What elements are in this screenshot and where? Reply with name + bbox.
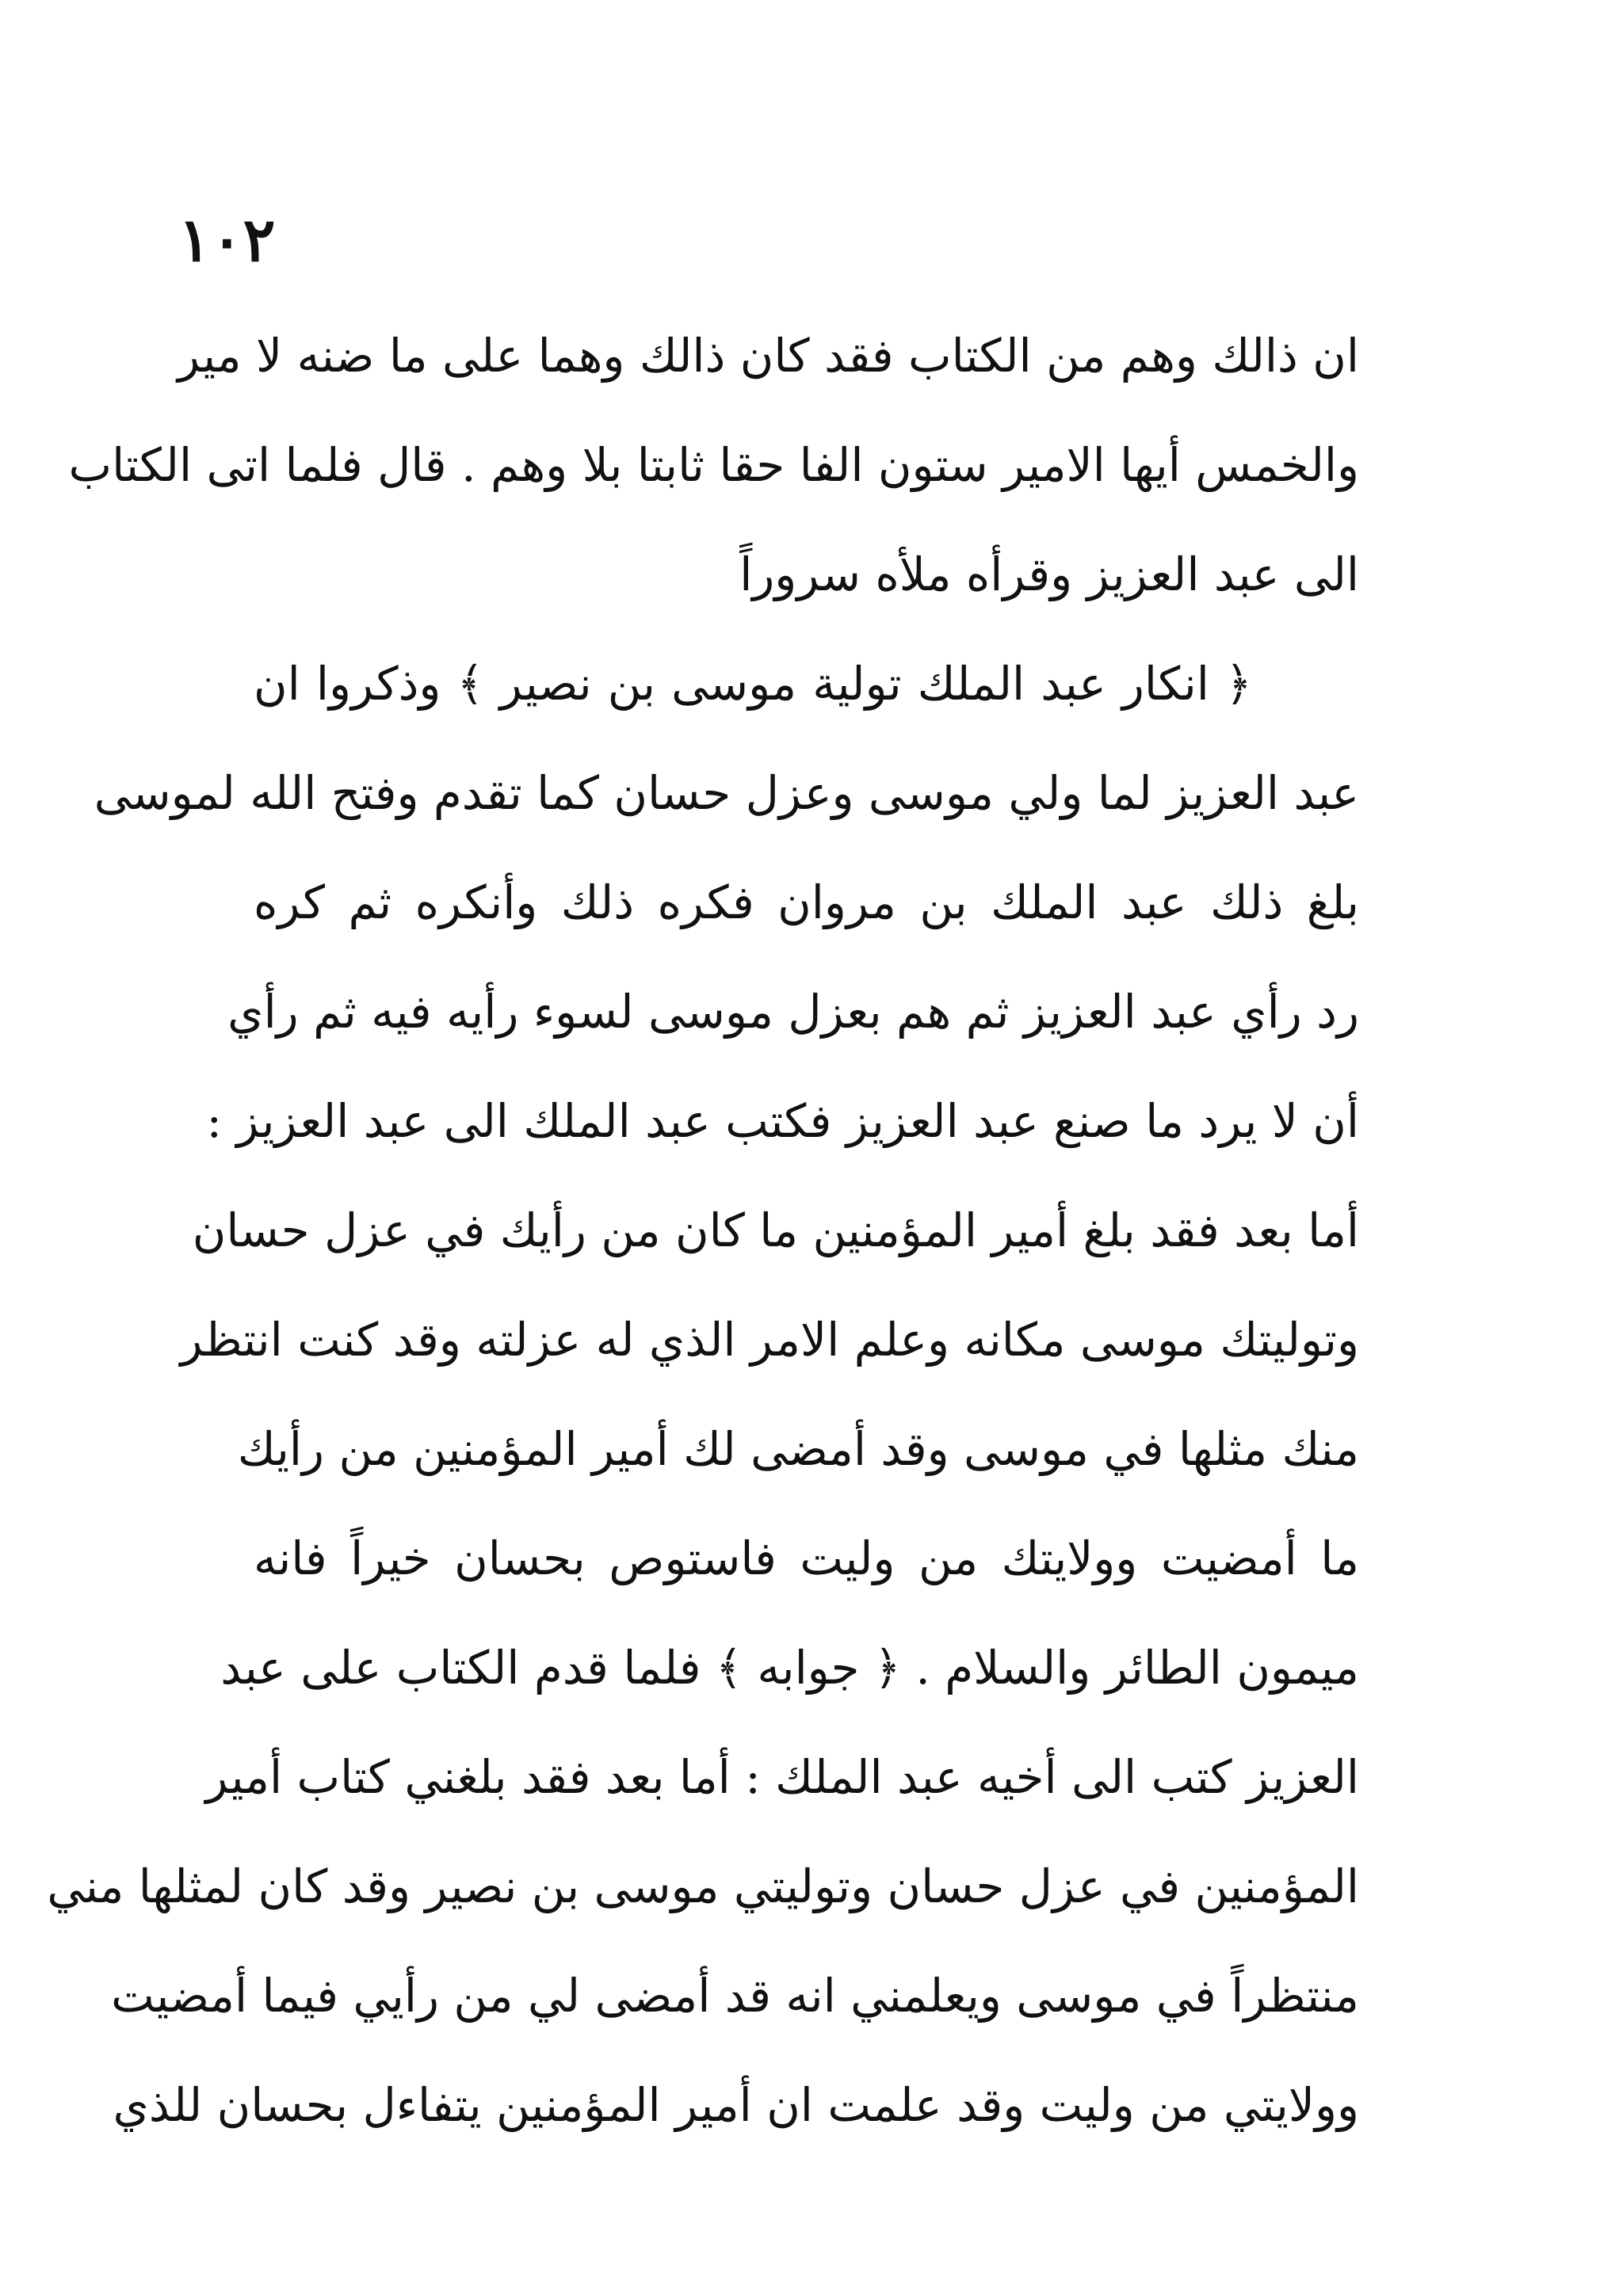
- text-line: بلغ ذلك عبد الملك بن مروان فكره ذلك وأنكره ثم كره: [254, 875, 1359, 929]
- text-line: عبد العزيز لما ولي موسى وعزل حسان كما تقدم وفتح الله لموسى: [94, 766, 1359, 820]
- text-line: العزيز كتب الى أخيه عبد الملك : أما بعد فقد بلغني كتاب أمير: [205, 1750, 1359, 1804]
- text-line: منك مثلها في موسى وقد أمضى لك أمير المؤمنين من رأيك: [237, 1422, 1359, 1476]
- text-line: رد رأي عبد العزيز ثم هم بعزل موسى لسوء رأيه فيه ثم رأي: [227, 985, 1359, 1039]
- section-heading-line: ﴿ انكار عبد الملك تولية موسى بن نصير ﴾ وذكروا ان: [254, 657, 1252, 711]
- text-line: ان ذالك وهم من الكتاب فقد كان ذالك وهما على ما ضنه لا مير: [178, 329, 1359, 383]
- text-line: والخمس أيها الامير ستون الفا حقا ثابتا بلا وهم . قال فلما اتى الكتاب: [68, 438, 1359, 492]
- text-line: أن لا يرد ما صنع عبد العزيز فكتب عبد الملك الى عبد العزيز :: [206, 1094, 1359, 1148]
- text-line: وتوليتك موسى مكانه وعلم الامر الذي له عزلته وقد كنت انتظر: [180, 1313, 1359, 1367]
- text-line: الى عبد العزيز وقرأه ملأه سروراً: [739, 547, 1359, 601]
- text-line: أما بعد فقد بلغ أمير المؤمنين ما كان من رأيك في عزل حسان: [192, 1203, 1359, 1257]
- page-number: ١٠٢: [178, 204, 276, 275]
- text-line: وولايتي من وليت وقد علمت ان أمير المؤمنين يتفاءل بحسان للذي: [113, 2078, 1359, 2132]
- text-line: المؤمنين في عزل حسان وتوليتي موسى بن نصير وقد كان لمثلها مني: [47, 1859, 1359, 1913]
- body-text: [47, 301, 1359, 2160]
- text-line: ميمون الطائر والسلام . ﴿ جوابه ﴾ فلما قدم الكتاب على عبد: [220, 1641, 1359, 1695]
- text-line: منتظراً في موسى ويعلمني انه قد أمضى لي من رأيي فيما أمضيت: [111, 1969, 1359, 2023]
- text-line: ما أمضيت وولايتك من وليت فاستوص بحسان خيراً فانه: [254, 1531, 1359, 1585]
